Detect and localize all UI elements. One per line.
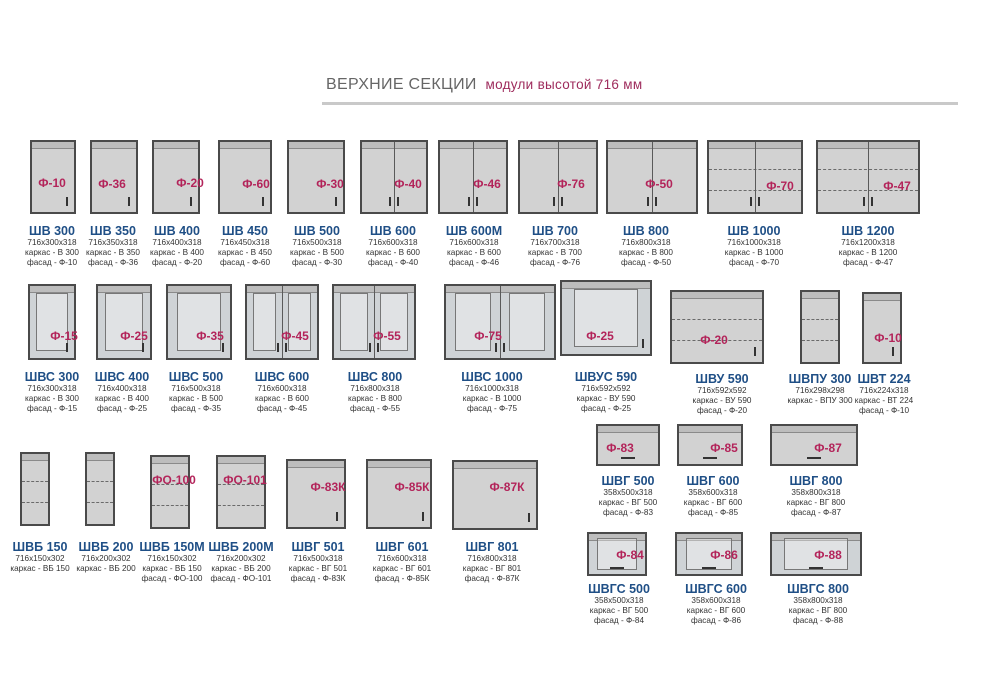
cabinet-label <box>348 370 402 414</box>
handle-icon <box>277 343 279 352</box>
handle-icon <box>285 343 287 352</box>
handle-icon <box>621 457 635 459</box>
facade-code: Ф-86 <box>710 548 738 562</box>
handle-icon <box>703 457 717 459</box>
facade-code: Ф-25 <box>120 329 148 343</box>
cabinet-label <box>208 540 273 584</box>
handle-icon <box>750 197 752 206</box>
facade-code: Ф-85 <box>710 441 738 455</box>
cabinet-top-edge <box>454 462 536 469</box>
handle-icon <box>262 197 264 206</box>
cabinet-facade: фасад - Ф-85К <box>374 574 430 583</box>
handle-icon <box>222 343 224 352</box>
cabinet-frame: каркас - В 450 <box>218 248 272 257</box>
cabinet-top-edge <box>154 142 198 149</box>
cabinet-facade: фасад - Ф-86 <box>690 616 742 625</box>
cabinet-name: ШВ 1000 <box>727 224 781 238</box>
cabinet-frame: каркас - ВУ 590 <box>692 396 752 405</box>
cabinet-facade: фасад - Ф-10 <box>26 258 78 267</box>
handle-icon <box>647 197 649 206</box>
cabinet-name: ШВ 700 <box>532 224 578 238</box>
shelf-line <box>22 502 48 503</box>
glass-pane <box>509 293 546 351</box>
cabinet-facade: фасад - Ф-83К <box>290 574 346 583</box>
cabinet-size: 716x500x318 <box>171 384 221 393</box>
cabinet-name: ШВ 350 <box>90 224 136 238</box>
shelf-line <box>87 481 113 482</box>
handle-icon <box>871 197 873 206</box>
handle-icon <box>495 343 497 352</box>
cabinet-label <box>575 370 637 414</box>
shelf-line <box>218 505 264 506</box>
cabinet-name: ШВГ 600 <box>686 474 740 488</box>
facade-code: Ф-87К <box>489 480 525 494</box>
cabinet-name: ШВ 800 <box>623 224 669 238</box>
cabinet-name: ШВБ 200 <box>78 540 134 554</box>
cabinet-frame: каркас - В 600 <box>447 248 501 257</box>
handle-icon <box>553 197 555 206</box>
cabinet-frame: каркас - ВГ 600 <box>683 498 743 507</box>
facade-code: Ф-20 <box>176 176 204 190</box>
shelf-line <box>22 481 48 482</box>
glass-pane <box>253 293 277 351</box>
cabinet-size: 358x800x318 <box>793 596 843 605</box>
cabinet-frame: каркас - В 300 <box>25 394 79 403</box>
cabinet-drawing <box>28 284 76 360</box>
cabinet-size: 716x700x318 <box>530 238 580 247</box>
cabinet-frame: каркас - В 1000 <box>724 248 784 257</box>
cabinet-facade: фасад - Ф-85 <box>687 508 739 517</box>
cabinet-top-edge <box>289 142 343 149</box>
cabinet-name: ШВГ 800 <box>789 474 843 488</box>
cabinet-name: ШВГ 501 <box>291 540 345 554</box>
cabinet-facade: фасад - Ф-20 <box>696 406 748 415</box>
facade-code: Ф-25 <box>586 329 614 343</box>
cabinet-top-edge <box>288 461 344 468</box>
cabinet-name: ШВ 300 <box>29 224 75 238</box>
cabinet-name: ШВГС 800 <box>787 582 849 596</box>
cabinet-facade: фасад - Ф-20 <box>151 258 203 267</box>
handle-icon <box>66 343 68 352</box>
cabinet-size: 716x600x318 <box>368 238 418 247</box>
cabinet-size: 716x800x318 <box>467 554 517 563</box>
cabinet-label <box>10 540 69 574</box>
cabinet-size: 716x592x592 <box>697 386 747 395</box>
cabinet-drawing <box>216 455 266 529</box>
cabinet-size: 716x200x302 <box>216 554 266 563</box>
handle-icon <box>754 347 756 356</box>
cabinet-top-edge <box>802 292 838 299</box>
cabinet-size: 358x800x318 <box>791 488 841 497</box>
cabinet-top-edge <box>864 294 900 301</box>
cabinet-facade: фасад - Ф-50 <box>620 258 672 267</box>
cabinet-facade: фасад - Ф-25 <box>580 404 632 413</box>
cabinet-frame: каркас - ВГ 801 <box>462 564 522 573</box>
cabinet-name: ШВС 400 <box>94 370 150 384</box>
handle-icon <box>190 197 192 206</box>
cabinet-frame: каркас - ВБ 150 <box>142 564 202 573</box>
cabinet-name: ШВС 500 <box>168 370 224 384</box>
cabinet-facade: фасад - Ф-15 <box>26 404 78 413</box>
cabinet-frame: каркас - ВУ 590 <box>576 394 636 403</box>
cabinet-label <box>461 370 522 414</box>
cabinet-frame: каркас - ВГ 601 <box>372 564 432 573</box>
facade-code: Ф-36 <box>98 177 126 191</box>
cabinet-frame: каркас - В 1200 <box>838 248 898 257</box>
cabinet-frame: каркас - ВГ 500 <box>589 606 649 615</box>
cabinet-top-edge <box>30 286 74 293</box>
handle-icon <box>335 197 337 206</box>
facade-code: Ф-20 <box>700 333 728 347</box>
cabinet-facade: фасад - Ф-25 <box>96 404 148 413</box>
cabinet-size: 716x350x318 <box>88 238 138 247</box>
cabinet-facade: фасад - ФО-100 <box>141 574 203 583</box>
cabinet-size: 716x500x318 <box>292 238 342 247</box>
cabinet-label <box>855 372 913 416</box>
page-title <box>326 76 642 94</box>
cabinet-frame: каркас - ВГ 500 <box>598 498 658 507</box>
cabinet-top-edge <box>32 142 74 149</box>
cabinet-size: 716x400x318 <box>97 384 147 393</box>
cabinet-facade: фасад - Ф-83 <box>602 508 654 517</box>
cabinet-top-edge <box>562 282 650 289</box>
cabinet-facade: фасад - Ф-35 <box>170 404 222 413</box>
handle-icon <box>142 343 144 352</box>
cabinet-name: ШВГ 601 <box>375 540 429 554</box>
cabinet-drawing <box>670 290 764 364</box>
cabinet-label <box>76 540 135 574</box>
handle-icon <box>369 343 371 352</box>
facade-code: Ф-35 <box>196 329 224 343</box>
cabinet-label <box>25 370 79 414</box>
cabinet-name: ШВ 600 <box>370 224 416 238</box>
facade-code: Ф-45 <box>281 329 309 343</box>
cabinet-label <box>787 372 852 406</box>
facade-code: Ф-70 <box>766 179 794 193</box>
cabinet-frame: каркас - ВГ 600 <box>686 606 746 615</box>
cabinet-size: 716x298x298 <box>795 386 845 395</box>
cabinet-name: ШВ 1200 <box>841 224 895 238</box>
cabinet-size: 358x600x318 <box>691 596 741 605</box>
cabinet-frame: каркас - В 500 <box>290 248 344 257</box>
cabinet-label <box>446 224 502 268</box>
cabinet-size: 716x1000x318 <box>727 238 781 247</box>
cabinet-facade: фасад - Ф-88 <box>792 616 844 625</box>
cabinet-drawing <box>366 459 432 529</box>
cabinet-label <box>150 224 204 268</box>
facade-code: Ф-10 <box>38 176 66 190</box>
cabinet-name: ШВГ 500 <box>601 474 655 488</box>
facade-code: ФО-100 <box>152 473 196 487</box>
cabinet-drawing <box>816 140 920 214</box>
cabinet-label <box>685 582 747 626</box>
cabinet-label <box>684 474 742 518</box>
cabinet-name: ШВС 800 <box>347 370 403 384</box>
cabinet-name: ШВГ 801 <box>465 540 519 554</box>
facade-code: Ф-46 <box>473 177 501 191</box>
cabinet-facade: фасад - Ф-84 <box>593 616 645 625</box>
facade-code: Ф-83К <box>310 480 346 494</box>
shelf-line <box>802 340 838 341</box>
cabinet-facade: фасад - ФО-101 <box>210 574 272 583</box>
handle-icon <box>610 567 624 569</box>
cabinet-name: ШВТ 224 <box>857 372 911 386</box>
cabinet-size: 716x600x318 <box>377 554 427 563</box>
cabinet-frame: каркас - ВГ 800 <box>788 606 848 615</box>
cabinet-drawing <box>800 290 840 364</box>
cabinet-label <box>95 370 149 414</box>
cabinet-size: 358x500x318 <box>603 488 653 497</box>
cabinet-drawing <box>286 459 346 529</box>
cabinet-label <box>528 224 582 268</box>
door-split <box>818 142 869 212</box>
cabinet-facade: фасад - Ф-45 <box>256 404 308 413</box>
handle-icon <box>642 339 644 348</box>
cabinet-size: 716x300x318 <box>27 238 77 247</box>
handle-icon <box>128 197 130 206</box>
cabinet-label <box>86 224 140 268</box>
cabinet-label <box>373 540 431 584</box>
cabinet-facade: фасад - Ф-70 <box>728 258 780 267</box>
cabinet-top-edge <box>22 454 48 461</box>
cabinet-frame: каркас - В 600 <box>255 394 309 403</box>
handle-icon <box>468 197 470 206</box>
cabinet-size: 716x450x318 <box>220 238 270 247</box>
cabinet-size: 716x150x302 <box>15 554 65 563</box>
shelf-line <box>87 502 113 503</box>
cabinet-name: ШВ 500 <box>294 224 340 238</box>
cabinet-name: ШВГС 500 <box>588 582 650 596</box>
cabinet-name: ШВУС 590 <box>574 370 638 384</box>
cabinet-facade: фасад - Ф-76 <box>529 258 581 267</box>
cabinet-label <box>725 224 784 268</box>
cabinet-frame: каркас - В 700 <box>528 248 582 257</box>
cabinet-frame: каркас - В 800 <box>348 394 402 403</box>
cabinet-size: 358x600x318 <box>688 488 738 497</box>
cabinet-top-edge <box>92 142 136 149</box>
handle-icon <box>528 513 530 522</box>
handle-icon <box>892 347 894 356</box>
cabinet-frame: каркас - ВТ 224 <box>854 396 914 405</box>
handle-icon <box>758 197 760 206</box>
cabinet-frame: каркас - ВБ 150 <box>10 564 70 573</box>
cabinet-size: 716x600x318 <box>449 238 499 247</box>
cabinet-drawing <box>452 460 538 530</box>
title-main: ВЕРХНИЕ СЕКЦИИ <box>326 76 477 93</box>
cabinet-size: 716x400x318 <box>152 238 202 247</box>
cabinet-name: ШВГС 600 <box>685 582 747 596</box>
cabinet-drawing <box>150 455 190 529</box>
cabinet-frame: каркас - В 600 <box>366 248 420 257</box>
cabinet-facade: фасад - Ф-10 <box>858 406 910 415</box>
cabinet-frame: каркас - В 400 <box>95 394 149 403</box>
cabinet-label <box>290 224 344 268</box>
facade-code: Ф-50 <box>645 177 673 191</box>
handle-icon <box>389 197 391 206</box>
cabinet-size: 716x500x318 <box>293 554 343 563</box>
facade-code: Ф-10 <box>874 331 902 345</box>
facade-code: Ф-55 <box>373 329 401 343</box>
cabinet-name: ШВПУ 300 <box>788 372 852 386</box>
facade-code: Ф-40 <box>394 177 422 191</box>
cabinet-top-edge <box>679 426 741 433</box>
cabinet-frame: каркас - ВПУ 300 <box>787 396 853 405</box>
cabinet-top-edge <box>152 457 188 464</box>
cabinet-label <box>218 224 272 268</box>
cabinet-frame: каркас - ВБ 200 <box>211 564 271 573</box>
cabinet-drawing <box>332 284 416 360</box>
cabinet-top-edge <box>772 426 856 433</box>
cabinet-frame: каркас - В 500 <box>169 394 223 403</box>
handle-icon <box>336 512 338 521</box>
cabinet-top-edge <box>87 454 113 461</box>
cabinet-size: 716x1200x318 <box>841 238 895 247</box>
cabinet-facade: фасад - Ф-40 <box>367 258 419 267</box>
handle-icon <box>503 343 505 352</box>
cabinet-frame: каркас - ВГ 800 <box>786 498 846 507</box>
cabinet-size: 716x600x318 <box>257 384 307 393</box>
facade-code: Ф-83 <box>606 441 634 455</box>
facade-code: Ф-88 <box>814 548 842 562</box>
cabinet-name: ШВУ 590 <box>695 372 749 386</box>
shelf-line <box>672 319 762 320</box>
cabinet-facade: фасад - Ф-36 <box>87 258 139 267</box>
cabinet-size: 716x200x302 <box>81 554 131 563</box>
shelf-line <box>152 505 188 506</box>
cabinet-frame: каркас - В 350 <box>86 248 140 257</box>
cabinet-drawing <box>444 284 556 360</box>
cabinet-label <box>588 582 650 626</box>
cabinet-drawing <box>862 292 902 364</box>
cabinet-name: ШВБ 150М <box>139 540 205 554</box>
cabinet-top-edge <box>218 457 264 464</box>
cabinet-size: 716x800x318 <box>621 238 671 247</box>
cabinet-label <box>463 540 521 584</box>
cabinet-size: 716x1000x318 <box>465 384 519 393</box>
cabinet-frame: каркас - В 800 <box>619 248 673 257</box>
title-divider <box>322 102 958 105</box>
cabinet-top-edge <box>168 286 230 293</box>
facade-code: Ф-76 <box>557 177 585 191</box>
handle-icon <box>863 197 865 206</box>
facade-code: Ф-60 <box>242 177 270 191</box>
cabinet-label <box>169 370 223 414</box>
cabinet-facade: фасад - Ф-87 <box>790 508 842 517</box>
cabinet-size: 716x300x318 <box>27 384 77 393</box>
cabinet-size: 716x592x592 <box>581 384 631 393</box>
handle-icon <box>397 197 399 206</box>
facade-code: Ф-47 <box>883 179 911 193</box>
cabinet-top-edge <box>98 286 150 293</box>
facade-code: Ф-75 <box>474 329 502 343</box>
cabinet-top-edge <box>598 426 658 433</box>
cabinet-frame: каркас - ВБ 200 <box>76 564 136 573</box>
cabinet-frame: каркас - В 400 <box>150 248 204 257</box>
cabinet-drawing <box>96 284 152 360</box>
handle-icon <box>561 197 563 206</box>
cabinet-name: ШВ 400 <box>154 224 200 238</box>
cabinet-name: ШВБ 150 <box>12 540 68 554</box>
cabinet-facade: фасад - Ф-60 <box>219 258 271 267</box>
cabinet-label <box>25 224 79 268</box>
cabinet-label <box>619 224 673 268</box>
cabinet-facade: фасад - Ф-55 <box>349 404 401 413</box>
handle-icon <box>476 197 478 206</box>
cabinet-label <box>787 474 845 518</box>
facade-code: Ф-84 <box>616 548 644 562</box>
cabinet-name: ШВС 300 <box>24 370 80 384</box>
cabinet-drawing <box>166 284 232 360</box>
handle-icon <box>807 457 821 459</box>
cabinet-label <box>839 224 898 268</box>
facade-code: Ф-15 <box>50 329 78 343</box>
cabinet-size: 716x224x318 <box>859 386 909 395</box>
cabinet-facade: фасад - Ф-87К <box>464 574 520 583</box>
cabinet-top-edge <box>672 292 762 299</box>
handle-icon <box>702 567 716 569</box>
title-subtitle: модули высотой 716 мм <box>485 77 643 92</box>
cabinet-label <box>366 224 420 268</box>
cabinet-frame: каркас - В 1000 <box>462 394 522 403</box>
cabinet-label <box>693 372 752 416</box>
cabinet-drawing <box>85 452 115 526</box>
cabinet-label <box>289 540 347 584</box>
glass-pane <box>340 293 367 351</box>
facade-code: ФО-101 <box>223 473 267 487</box>
cabinet-facade: фасад - Ф-75 <box>466 404 518 413</box>
cabinet-drawing <box>707 140 803 214</box>
cabinet-drawing <box>560 280 652 356</box>
facade-code: Ф-87 <box>814 441 842 455</box>
facade-code: Ф-30 <box>316 177 344 191</box>
cabinet-name: ШВБ 200М <box>208 540 274 554</box>
cabinet-label <box>139 540 204 584</box>
cabinet-facade: фасад - Ф-30 <box>291 258 343 267</box>
handle-icon <box>422 512 424 521</box>
cabinet-facade: фасад - Ф-47 <box>842 258 894 267</box>
cabinet-label <box>599 474 657 518</box>
cabinet-drawing <box>20 452 50 526</box>
cabinet-name: ШВС 600 <box>254 370 310 384</box>
cabinet-top-edge <box>368 461 430 468</box>
handle-icon <box>655 197 657 206</box>
facade-code: Ф-85К <box>394 480 430 494</box>
cabinet-label <box>787 582 849 626</box>
shelf-line <box>802 319 838 320</box>
cabinet-name: ШВ 600М <box>445 224 503 238</box>
cabinet-size: 716x150x302 <box>147 554 197 563</box>
cabinet-size: 358x500x318 <box>594 596 644 605</box>
handle-icon <box>377 343 379 352</box>
cabinet-frame: каркас - В 300 <box>25 248 79 257</box>
handle-icon <box>66 197 68 206</box>
cabinet-name: ШВС 1000 <box>461 370 523 384</box>
cabinet-drawing <box>245 284 319 360</box>
cabinet-frame: каркас - ВГ 501 <box>288 564 348 573</box>
cabinet-size: 716x800x318 <box>350 384 400 393</box>
cabinet-top-edge <box>220 142 270 149</box>
cabinet-facade: фасад - Ф-46 <box>448 258 500 267</box>
cabinet-label <box>255 370 309 414</box>
handle-icon <box>809 567 823 569</box>
door-split <box>709 142 756 212</box>
cabinet-name: ШВ 450 <box>222 224 268 238</box>
